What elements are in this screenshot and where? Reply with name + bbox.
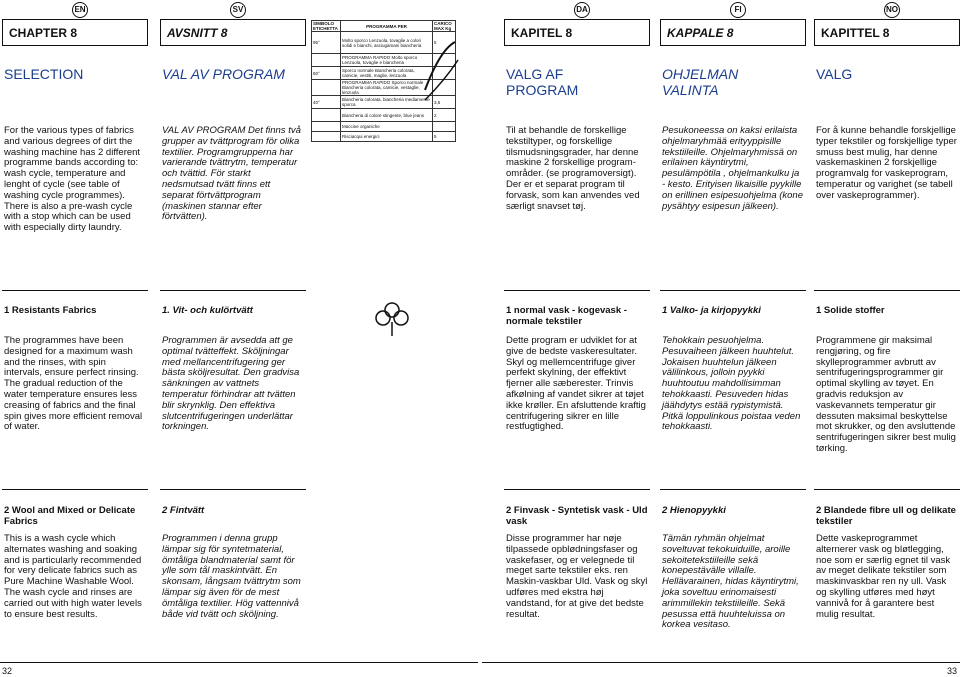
section-1-heading: 1 normal vask - kogevask - normale tekstiler bbox=[506, 305, 627, 327]
section-heading: VALG bbox=[816, 66, 853, 82]
divider bbox=[814, 489, 960, 490]
section-1-heading: 1. Vit- och kulörtvätt bbox=[162, 305, 253, 316]
section-heading: SELECTION bbox=[4, 66, 84, 82]
intro-text: For the various types of fabrics and various degrees of dirt the washing machine has 2 different programme bands according to: wash cycle, temperature and lenght of cycle (see table of washing cycle programmes). There is also a pre-wash cycle with a stop which can be used with especially dirty laundry. bbox=[4, 125, 141, 234]
wash-curve-graphic bbox=[420, 40, 460, 110]
table-cell: Biancheria colorata, biancheria mediamente sporca bbox=[341, 96, 433, 109]
section-heading: VALG AF PROGRAM bbox=[506, 66, 579, 98]
divider bbox=[2, 489, 148, 490]
chapter-title: KAPITTEL 8 bbox=[814, 19, 960, 46]
temp-label: 60° bbox=[312, 67, 341, 80]
table-cell: 5 bbox=[433, 132, 456, 142]
language-badge-fi: FI bbox=[730, 2, 746, 18]
section-heading: OHJELMAN VALINTA bbox=[662, 66, 739, 98]
chapter-title: AVSNITT 8 bbox=[160, 19, 306, 46]
table-header: PROGRAMMA PER bbox=[341, 21, 433, 32]
divider bbox=[2, 290, 148, 291]
table-cell: 5 bbox=[433, 32, 456, 54]
divider bbox=[660, 489, 806, 490]
intro-text: For å kunne behandle forskjellige typer tekstiler og forskjellige typer smuss best mulig, har denne vaskemaskinen 2 forskjellige programvalg for vaskeprogram, temperatur og varighet (se tabell over vaskeprogrammer). bbox=[816, 125, 957, 201]
temp-label: 95° bbox=[312, 32, 341, 54]
section-1-text: Dette program er udviklet for at give de bedste vaskeresultater. Skyl og mellemcentrifuge giver perfekt skylning, der effektivt fjerner alle sæberester. Trinvis afkølning af vandet sikrer at tøjet ikke krøller. En afsluttende kraftig centrifugering sikrer en lille restfugtighed. bbox=[506, 335, 646, 433]
divider bbox=[504, 489, 650, 490]
table-header: CARICO MAX Kg bbox=[433, 21, 456, 32]
section-1-heading: 1 Resistants Fabrics bbox=[4, 305, 97, 316]
temp-label: 40° bbox=[312, 96, 341, 109]
cotton-icon bbox=[372, 298, 412, 338]
footer-rule bbox=[0, 662, 478, 663]
section-2-text: Dette vaskeprogrammet alternerer vask og bløtlegging, noe som er særlig egnet til vask av meget delikate tekstiler som maskinvaskbar ren ny ull. Vask og skylling utføres med høyt vannivå for å garantere best mulig resultat. bbox=[816, 533, 951, 620]
intro-text: Til at behandle de forskellige tekstiltyper, og forskellige tilsmudsningsgrader, har denne maskine 2 forskellige program-områder. (se programoversigt). Der er et separat program til forvask, som kan anvendes ved særligt snavset tøj. bbox=[506, 125, 640, 212]
section-2-text: This is a wash cycle which alternates washing and soaking and is particularly recommended for very delicate fabrics such as Pure Machine Washable Wool. The wash cycle and rinses are carried out with high water levels to ensure best results. bbox=[4, 533, 142, 620]
table-cell: 3,5 bbox=[433, 96, 456, 109]
divider bbox=[814, 290, 960, 291]
chapter-title: CHAPTER 8 bbox=[2, 19, 148, 46]
table-cell: Molto sporco Lenzuola, tovaglie a colori solidi e bianchi, asciugamani biancheria bbox=[341, 32, 433, 54]
section-2-text: Programmen i denna grupp lämpar sig för syntetmaterial, ömtåliga blandmaterial samt för ylle som tål maskintvätt. En skonsam, långsam tvättrytm som lämpar sig även för de mest ömtåliga textilier. Hög vattennivå både vid tvätt och sköljning. bbox=[162, 533, 301, 620]
section-2-heading: 2 Hienopyykki bbox=[662, 505, 726, 516]
divider bbox=[160, 290, 306, 291]
page-number-right: 33 bbox=[946, 666, 957, 676]
section-1-text: Programmen är avsedda att ge optimal tvätteffekt. Sköljningar med mellancentrifugering ger bästa sköljresultat. Den gradvisa sänkningen av vattnets temperatur förhindrar att tvätten blir skrynklig. Den effektiva slutcentrifugeringen underlättar torkningen. bbox=[162, 335, 300, 433]
section-2-heading: 2 Finvask - Syntetisk vask - Uld vask bbox=[506, 505, 648, 527]
intro-text: VAL AV PROGRAM Det finns två grupper av tvättprogram för olika textilier. Programgrupperna har varierande tvättrytm, temperatur och tvättid. För starkt nedsmutsad tvätt finns ett separat förtvättprogram (maskinen stannar efter förtvätten). bbox=[162, 125, 301, 223]
language-badge-en: EN bbox=[72, 2, 88, 18]
section-1-text: Programmene gir maksimal rengjøring, og fire skylleprogrammer avbrutt av sentrifugeringsprogrammer gir optimal skylling av tøyet. En gradvis reduksjon av vaskevannets temperatur gir dessuten maksimal beskyttelse mot skrukker, og den avsluttende sentrifugeringen sikrer best mulig tørking. bbox=[816, 335, 956, 454]
table-cell: Biancheria di colore stingente, blue jeans bbox=[341, 109, 433, 122]
chapter-title: KAPITEL 8 bbox=[504, 19, 650, 46]
section-2-text: Tämän ryhmän ohjelmat soveltuvat tekokuiduille, aroille sekoitetekstiileille sekä konepestävälle villalle. Hellävarainen, hidas käyntirytmi, joka soveltuu erinomaisesti arimmillekin tekstiileille. Sekä pesussa että huuhteluissa on korkea vesitaso. bbox=[662, 533, 799, 631]
table-cell: Risciacqui energici bbox=[341, 132, 433, 142]
section-2-heading: 2 Blandede fibre ull og delikate tekstiler bbox=[816, 505, 956, 527]
divider bbox=[504, 290, 650, 291]
divider bbox=[160, 489, 306, 490]
intro-text: Pesukoneessa on kaksi erilaista ohjelmaryhmää erityyppisille tekstiileille. Ohjelmaryhmissä on erilainen käyntirytmi, pesulämpötila , ohjelmankulku ja - kesto. Erityisen likaisille pyykille on erillinen esipesuohjelma (kone pysähtyy esipesun jälkeen). bbox=[662, 125, 804, 212]
table-cell: 2 bbox=[433, 109, 456, 122]
section-1-text: The programmes have been designed for a maximum wash and the rinses, with spin intervals, ensure perfect rinsing. The gradual reduction of the water temperature ensures less creasing of fabrics and the final spin gives more efficient removal of water. bbox=[4, 335, 143, 433]
section-heading: VAL AV PROGRAM bbox=[162, 66, 285, 82]
table-header: SIMBOLO ETICHETTA bbox=[312, 21, 341, 32]
footer-rule bbox=[482, 662, 960, 663]
table-cell: Maccine organiche bbox=[341, 122, 433, 132]
section-2-heading: 2 Fintvätt bbox=[162, 505, 205, 516]
section-2-heading: 2 Wool and Mixed or Delicate Fabrics bbox=[4, 505, 136, 527]
page-gutter bbox=[479, 0, 480, 677]
table-cell: PROGRAMMA RAPIDO Molto sporco Lenzuola, tovaglie e biancheria bbox=[341, 54, 433, 67]
table-cell: PROGRAMMA RAPIDO Sporco normale Biancheria colorata, camicie, vestaglie, lenzuola bbox=[341, 80, 433, 96]
section-1-text: Tehokkain pesuohjelma. Pesuvaiheen jälkeen huuhtelut. Jokaisen huuhtelun jälkeen välilinkous, jolloin pyykki huuhtoutuu mahdollisimman tehokkaasti. Pesuveden hidas jäähdytys estää rypistymistä. Pitkä loppulinkous poistaa veden tehokkaasti. bbox=[662, 335, 801, 433]
table-cell: Sporco normale Biancheria colorata, camicie, vestiti, maglie, lenzuola bbox=[341, 67, 433, 80]
chapter-title: KAPPALE 8 bbox=[660, 19, 806, 46]
section-1-heading: 1 Valko- ja kirjopyykki bbox=[662, 305, 761, 316]
page-number-left: 32 bbox=[2, 666, 13, 676]
language-badge-sv: SV bbox=[230, 2, 246, 18]
section-1-heading: 1 Solide stoffer bbox=[816, 305, 885, 316]
language-badge-da: DA bbox=[574, 2, 590, 18]
language-badge-no: NO bbox=[884, 2, 900, 18]
section-2-text: Disse programmer har nøje tilpassede opblødningsfaser og vaskefaser, og er velegnede til meget sarte tekstiler eks. ren Maskin-vaskbar Uld. Vask og skyl udføres med ekstra høj vandstand, for at give det bedste resultat. bbox=[506, 533, 648, 620]
divider bbox=[660, 290, 806, 291]
